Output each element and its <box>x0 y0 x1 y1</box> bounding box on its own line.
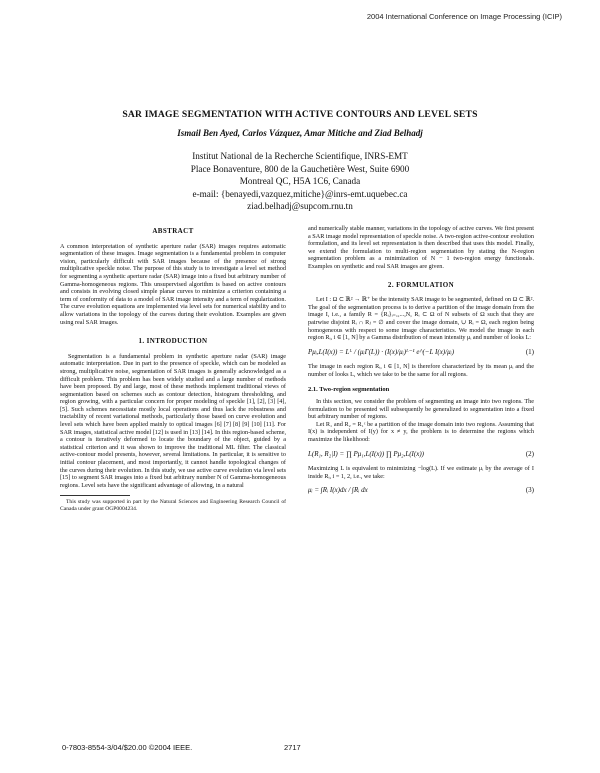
equation-3-number: (3) <box>525 486 534 495</box>
footnote: This study was supported in part by the Natural Sciences and Engineering Research Council of Canada under grant OGP0004234. <box>60 499 286 513</box>
affiliation-email-1: e-mail: {benayedi,vazquez,mitiche}@inrs-emt.uquebec.ca <box>192 188 408 199</box>
equation-3 <box>308 487 534 495</box>
footer-page-number: 2717 <box>284 743 301 752</box>
equation-3-body: μᵢ = ∫Rᵢ I(x)dx / ∫Rᵢ dx <box>308 486 368 495</box>
subsection-heading: 2.1. Two-region segmentation <box>308 385 390 393</box>
formulation-p2: The image in each region Rᵢ, i ∈ [1, N] is therefore characterized by its mean μᵢ and the number of looks L, which we take to be the same for all regions. <box>308 363 534 378</box>
affiliation-line-3: Montreal QC, H5A 1C6, Canada <box>239 176 361 186</box>
formulation-p3: In this section, we consider the problem of segmenting an image into two regions. The formulation to be presented will subsequently be generalized to segmentation into a fixed but arbitrary number of regions. <box>308 398 534 421</box>
left-column <box>60 228 286 513</box>
paper-title: SAR IMAGE SEGMENTATION WITH ACTIVE CONTOURS AND LEVEL SETS <box>122 109 478 120</box>
affiliation-email-2: ziad.belhadj@supcom.rnu.tn <box>247 201 353 211</box>
footnote-rule <box>60 495 130 496</box>
equation-1 <box>308 349 534 357</box>
conference-header: 2004 International Conference on Image Processing (ICIP) <box>366 12 562 21</box>
formulation-p4: Let R₁ and R₂ = R₁ᶜ be a partition of the image domain into two regions. Assuming that I(x) is independent of I(y) for x ≠ y, the problem is to determine the regions which maximize the likelihood: <box>308 420 534 444</box>
right-intro-text: and numerically stable manner, variations in the topology of active curves. We first present a SAR image model representation of speckle noise. A two-region active-contour evolution formulation, and its level set representation is then described that uses this model. Finally, we extend the formulation to multi-region segmentation by stating the N-region segmentation problem as a minimization of N − 1 two-region energy functionals. Examples on synthetic and real SAR images are given. <box>308 225 534 270</box>
introduction-heading: 1. INTRODUCTION <box>138 337 208 346</box>
right-column <box>308 225 534 502</box>
equation-1-number: (1) <box>525 347 534 356</box>
affiliation-line-1: Institut National de la Recherche Scientifique, INRS-EMT <box>192 151 408 161</box>
footer-isbn: 0-7803-8554-3/04/$20.00 ©2004 IEEE. <box>62 743 193 752</box>
formulation-p5: Maximizing L is equivalent to minimizing −log(L). If we estimate μᵢ by the average of I inside Rᵢ, i = 1, 2, i.e., we take: <box>308 465 534 480</box>
affiliation-block <box>0 150 600 213</box>
equation-2 <box>308 451 534 459</box>
affiliation-line-2: Place Bonaventure, 800 de la Gauchetière West, Suite 6900 <box>190 163 410 174</box>
equation-2-number: (2) <box>525 449 534 458</box>
abstract-text: A common interpretation of synthetic aperture radar (SAR) images requires automatic segmentation of these images. Image segmentation is a fundamental problem in computer vision, particularly difficult with SAR images because of the presence of strong multiplicative speckle noise. The purpose of this study is to investigate a level set method for segmenting a synthetic aperture radar (SAR) image into a fixed but arbitrary number of Gamma-homogeneous regions. This unsupervised algorithm is based on active contours and consists in evolving closed simple planar curves to minimize a criterion containing a term of conformity of data to a model of SAR image intensity and a term of regularization. The curve evolution equations are implemented via level sets for numerical stability and to allow variations in the topology of the curves during their evolution. Examples are given using real SAR images. <box>60 242 286 326</box>
introduction-text: Segmentation is a fundamental problem in synthetic aperture radar (SAR) image automatic interpretation. Due in part to the presence of speckle, which can be modeled as strong, multiplicative noise, segmentation of SAR images is generally acknowledged as a difficult problem. This problem has been widely studied and a large number of methods have been proposed. By and large, most of these methods implement traditional views of segmentation based on schemes such as contour detection, histogram thresholding, and region growing, with a particular concern for proper modeling of speckle [1], [2], [3] [4], [5]. Such schemes necessitate mostly local operations and thus lack the robustness and tractability of recent variational methods, particularly those based on curve evolution and level sets which have been applied mainly to optical images [6] [7] [8] [9] [10] [11]. For SAR images, statistical active model [12] is used in [13] [14]. In this region-based scheme, a contour is iteratively deformed to locate the boundary of the object, guided by a statistical criterion and it was shown to improve the traditional ML filter. The classical active-contour model presents, however, several limitations. In particular, it is sensitive to initial contour placement, and most importantly, it cannot handle topological changes of the curves during their evolution. In this study, we use active curve evolution via level sets [15] to segment SAR images into a fixed but arbitrary number N of Gamma-homogeneous regions. Level sets have the significant advantage of allowing, in a natural <box>60 352 286 489</box>
paper-authors: Ismail Ben Ayed, Carlos Vázquez, Amar Mitiche and Ziad Belhadj <box>177 128 423 138</box>
formulation-p1: Let I : Ω ⊂ ℝ² → ℝ⁺ be the intensity SAR image to be segmented, defined on Ω ⊂ ℝ². The goal of the segmentation process is to derive a partition of the image domain from the image I, i.e., a family R = {Rᵢ}ᵢ₌₁,...,N, Rᵢ ⊂ Ω of N subsets of Ω such that they are pairwise disjoint Rᵢ ∩ Rⱼ = ∅ and cover the image domain, ∪ Rᵢ = Ω, each region being homogeneous with respect to some image characteristics. We model the image in each region Rᵢ, i ∈ [1, N] by a Gamma distribution of mean intensity μᵢ and number of looks L: <box>308 296 534 342</box>
equation-2-body: L(R₁, R₂|I) = ∏ Pμ₁,L(I(x)) ∏ Pμ₂,L(I(x)) <box>308 449 424 458</box>
equation-1-body: Pμᵢ,L(I(x)) = Lᴸ / (μᵢΓ(L)) · (I(x)/μᵢ)ᴸ⁻¹ e^(−L I(x)/μᵢ) <box>308 347 455 356</box>
abstract-heading: ABSTRACT <box>152 227 194 235</box>
formulation-heading: 2. FORMULATION <box>387 280 455 289</box>
